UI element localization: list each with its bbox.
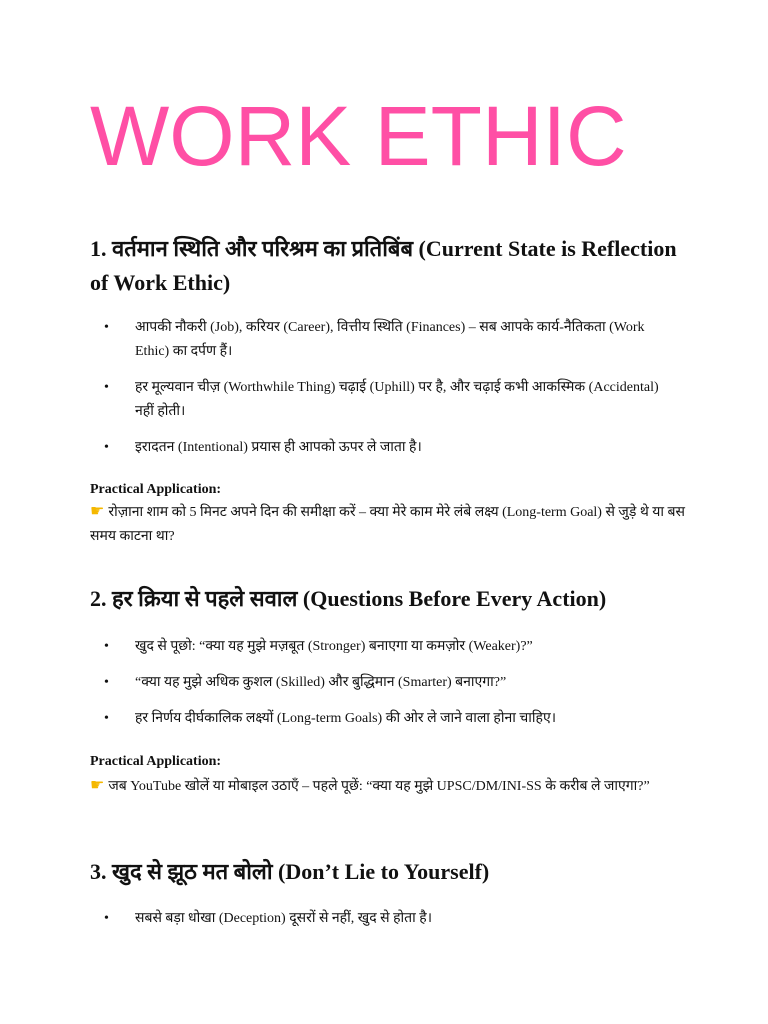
bullet-dot: • [104, 911, 109, 926]
list-item-text: सबसे बड़ा धोखा (Deception) दूसरों से नहीं, खुद से होता है। [135, 911, 433, 926]
list-item [0, 436, 680, 460]
list-item [0, 671, 680, 695]
list-item-text: हर निर्णय दीर्घकालिक लक्ष्यों (Long-term Goals) की ओर ले जाने वाला होना चाहिए। [135, 711, 557, 726]
bullet-dot: • [104, 711, 109, 726]
section-1-bullet-list [0, 316, 768, 460]
backhand-index-pointing-right-icon: ☛ [90, 501, 105, 520]
page-title: WORK ETHIC [90, 89, 627, 183]
bullet-dot: • [104, 440, 109, 455]
list-item [0, 316, 680, 364]
section-3-bullet-list [0, 907, 768, 931]
list-item [0, 907, 680, 931]
list-item [0, 376, 680, 424]
list-item-text: खुद से पूछो: “क्या यह मुझे मज़बूत (Stronger) बनाएगा या कमज़ोर (Weaker)?” [135, 639, 533, 654]
practical-application-body: रोज़ाना शाम को 5 मिनट अपने दिन की समीक्षा करें – क्या मेरे काम मेरे लंबे लक्ष्य (Long-term Goal) से जुड़े थे या बस समय काटना था? [90, 505, 685, 544]
practical-application-text [90, 773, 690, 799]
bullet-dot: • [104, 675, 109, 690]
section-heading-2: 2. हर क्रिया से पहले सवाल (Questions Before Every Action) [90, 586, 607, 611]
bullet-dot: • [104, 639, 109, 654]
backhand-index-pointing-right-icon: ☛ [90, 775, 105, 794]
practical-application-text [90, 499, 690, 549]
section-heading-1: 1. वर्तमान स्थिति और परिश्रम का प्रतिबिंब (Current State is Reflection of Work Ethic) [90, 236, 677, 295]
list-item-text: “क्या यह मुझे अधिक कुशल (Skilled) और बुद्धिमान (Smarter) बनाएगा?” [135, 675, 507, 690]
list-item-text: हर मूल्यवान चीज़ (Worthwhile Thing) चढ़ाई (Uphill) पर है, और चढ़ाई कभी आकस्मिक (Accidental) नहीं होती। [135, 380, 659, 419]
list-item-text: आपकी नौकरी (Job), करियर (Career), वित्तीय स्थिति (Finances) – सब आपके कार्य-नैतिकता (Work Ethic) का दर्पण हैं। [135, 320, 645, 359]
list-item [0, 707, 680, 731]
practical-application-label: Practical Application: [90, 482, 222, 497]
list-item-text: इरादतन (Intentional) प्रयास ही आपको ऊपर ले जाता है। [135, 440, 422, 455]
section-2-bullet-list [0, 635, 768, 731]
practical-application-body: जब YouTube खोलें या मोबाइल उठाएँ – पहले पूछें: “क्या यह मुझे UPSC/DM/INI-SS के करीब ले जाएगा?” [108, 779, 650, 794]
bullet-dot: • [104, 320, 109, 335]
list-item [0, 635, 680, 659]
bullet-dot: • [104, 380, 109, 395]
practical-application-label: Practical Application: [90, 754, 222, 769]
section-heading-3: 3. खुद से झूठ मत बोलो (Don’t Lie to Yourself) [90, 859, 490, 884]
